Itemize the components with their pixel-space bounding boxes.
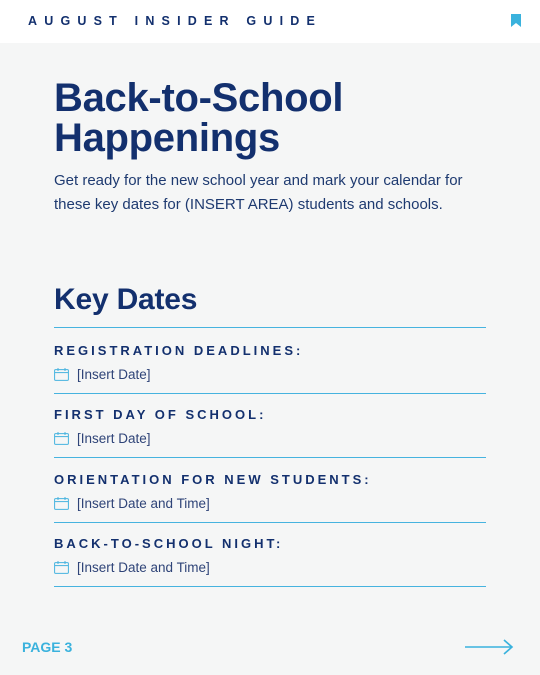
calendar-icon bbox=[54, 561, 69, 574]
key-date-label: REGISTRATION DEADLINES: bbox=[54, 343, 304, 358]
intro-line-1: Get ready for the new school year and mark your calendar for bbox=[54, 172, 463, 189]
divider bbox=[54, 586, 486, 587]
key-date-value: [Insert Date and Time] bbox=[77, 559, 210, 575]
guide-title: AUGUST INSIDER GUIDE bbox=[28, 14, 323, 28]
key-date-label: ORIENTATION FOR NEW STUDENTS: bbox=[54, 472, 372, 487]
arrow-right-icon[interactable] bbox=[465, 638, 514, 656]
key-date-value: [Insert Date and Time] bbox=[77, 495, 210, 511]
calendar-icon bbox=[54, 368, 69, 381]
header-bar bbox=[0, 0, 540, 43]
page-number: PAGE 3 bbox=[22, 639, 73, 655]
key-date-value: [Insert Date] bbox=[77, 430, 151, 446]
divider bbox=[54, 457, 486, 458]
key-dates-heading: Key Dates bbox=[54, 283, 198, 316]
page-title-line-1: Back-to-School bbox=[54, 76, 344, 120]
key-date-item bbox=[54, 407, 486, 457]
key-date-value: [Insert Date] bbox=[77, 366, 151, 382]
intro-paragraph bbox=[54, 169, 494, 217]
calendar-icon bbox=[54, 497, 69, 510]
key-date-label: FIRST DAY OF SCHOOL: bbox=[54, 407, 267, 422]
key-date-label: BACK-TO-SCHOOL NIGHT: bbox=[54, 536, 284, 551]
calendar-icon bbox=[54, 432, 69, 445]
divider bbox=[54, 522, 486, 523]
intro-line-2: these key dates for (INSERT AREA) students and schools. bbox=[54, 196, 443, 213]
divider bbox=[54, 327, 486, 328]
divider bbox=[54, 393, 486, 394]
bookmark-icon[interactable] bbox=[511, 14, 521, 27]
key-date-item bbox=[54, 472, 486, 522]
key-date-item bbox=[54, 536, 486, 586]
page-title bbox=[54, 78, 494, 158]
page-title-line-2: Happenings bbox=[54, 116, 280, 160]
key-date-item bbox=[54, 343, 486, 393]
